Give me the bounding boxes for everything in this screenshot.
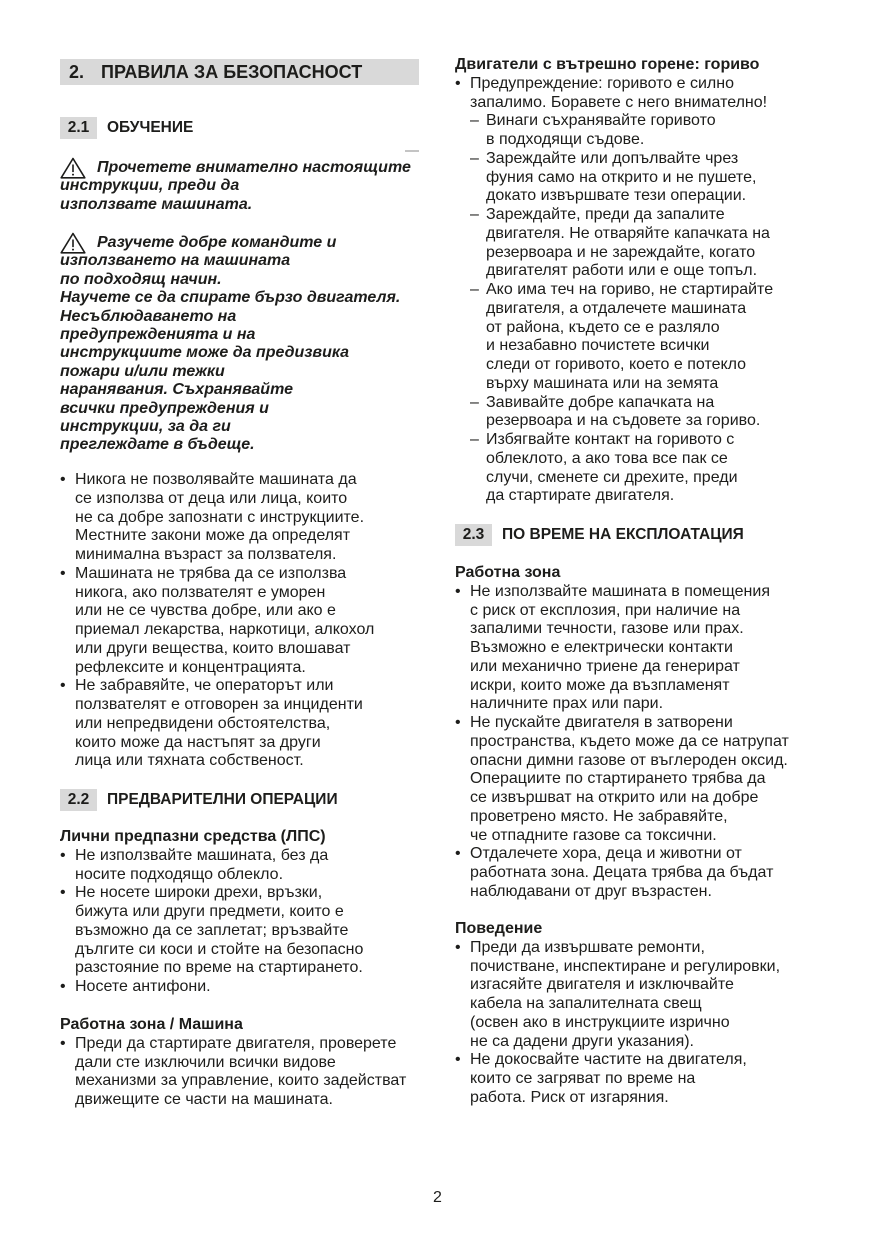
dash-line: двигателя, а отдалечете машината bbox=[486, 299, 747, 317]
text-line: Несъблюдаването на bbox=[60, 307, 237, 325]
fuel-block bbox=[455, 56, 773, 506]
dash-item bbox=[470, 431, 773, 506]
bullet-line: или други вещества, които влошават bbox=[75, 639, 351, 657]
fuel-heading: Двигатели с вътрешно горене: гориво bbox=[455, 56, 760, 73]
warning-text bbox=[60, 234, 430, 455]
bullet-line: проветрено място. Не забравяйте, bbox=[470, 807, 728, 825]
bullet-line: • Не забравяйте, че операторът или bbox=[75, 677, 334, 695]
dash-line: в подходящи съдове. bbox=[486, 131, 645, 148]
behaviour-block bbox=[455, 920, 780, 1108]
text-line: използването на машината bbox=[60, 252, 291, 270]
dash-line: и незабавно почистете всички bbox=[486, 337, 710, 355]
bullet-line: • Машината не трябва да се използва bbox=[75, 564, 347, 582]
bullet-item bbox=[60, 1035, 406, 1110]
bullet-line: изгасяйте двигателя и изключвайте bbox=[470, 976, 734, 994]
bullet-line: се използва от деца или лица, които bbox=[75, 489, 348, 507]
bullet-line: • Предупреждение: горивото е силно bbox=[470, 74, 734, 92]
subsection-title: ПРЕДВАРИТЕЛНИ ОПЕРАЦИИ bbox=[107, 791, 338, 808]
bullet-line: минимална възраст за ползвателя. bbox=[75, 546, 337, 563]
bullet-line: • Не пускайте двигателя в затворени bbox=[470, 714, 733, 731]
subsection-header-training bbox=[60, 117, 193, 139]
dash-line: случи, сменете си дрехите, преди bbox=[486, 468, 738, 486]
dash-line: – Винаги съхранявайте горивото bbox=[486, 112, 716, 130]
bullet-line: механизми за управление, които задействат bbox=[75, 1072, 407, 1090]
bullet-line: дали сте изключили всички видове bbox=[75, 1053, 336, 1071]
bullet-line: кабела на запалителната свещ bbox=[470, 995, 702, 1012]
bullet-line: • Преди да извършвате ремонти, bbox=[470, 938, 705, 956]
dash-line: върху машината или на земята bbox=[486, 374, 719, 392]
bullet-line: опасни димни газове от въглероден оксид. bbox=[470, 751, 788, 769]
text-line: наранявания. Съхранявайте bbox=[60, 381, 293, 399]
bullet-line: Местните закони може да определят bbox=[75, 527, 351, 545]
text-line: по подходящ начин. bbox=[60, 270, 222, 288]
bullet-line: почистване, инспектиране и регулировки, bbox=[470, 957, 781, 975]
subsection-title: ОБУЧЕНИЕ bbox=[107, 119, 194, 136]
bullet-line: лица или тяхната собственост. bbox=[75, 752, 304, 770]
dash-line: докато извършвате тези операции. bbox=[486, 187, 747, 205]
bullet-line: рефлексите и концентрацията. bbox=[75, 658, 306, 676]
bullet-line: • Никога не позволявайте машината да bbox=[75, 471, 357, 488]
work-area-machine-heading: Работна зона / Машина bbox=[60, 1016, 243, 1033]
bullet-line: или механично триене да генерират bbox=[470, 657, 740, 675]
subsection-number: 2.1 bbox=[60, 117, 97, 139]
dash-line: – Завивайте добре капачката на bbox=[486, 393, 715, 411]
bullet-line: наблюдавани от друг възрастен. bbox=[470, 882, 712, 900]
warning-text bbox=[60, 159, 430, 214]
dash-line: двигателят работи или е още топъл. bbox=[486, 262, 758, 280]
text-line: преглеждате в бъдеще. bbox=[60, 436, 255, 454]
dash-line: резервоара и на съдовете за гориво. bbox=[486, 412, 761, 430]
fuel-bullet-list bbox=[455, 75, 773, 506]
bullet-line: Възможно е електрически контакти bbox=[470, 639, 733, 656]
ppe-heading: Лични предпазни средства (ЛПС) bbox=[60, 828, 326, 845]
work-area-machine-block bbox=[60, 1016, 406, 1110]
dash-line: – Зареждайте или допълвайте чрез bbox=[486, 149, 739, 167]
section-title: ПРАВИЛА ЗА БЕЗОПАСНОСТ bbox=[101, 62, 363, 82]
operation-work-area-block bbox=[455, 564, 789, 902]
bullet-line: запалимо. Боравете с него внимателно! bbox=[470, 93, 768, 111]
bullet-line: приемал лекарства, наркотици, алкохол bbox=[75, 621, 375, 638]
bullet-line: Операциите по стартирането трябва да bbox=[470, 770, 766, 788]
operation-work-area-bullet-list bbox=[455, 583, 789, 902]
page-number: 2 bbox=[433, 1189, 442, 1206]
bullet-item bbox=[60, 565, 374, 678]
behaviour-heading: Поведение bbox=[455, 920, 543, 937]
bullet-line: не са дадени други указания). bbox=[470, 1032, 694, 1050]
bullet-line: • Не докосвайте частите на двигателя, bbox=[470, 1051, 747, 1069]
bullet-line: • Преди да стартирате двигателя, проверете bbox=[75, 1034, 397, 1052]
dash-line: – Зареждайте, преди да запалите bbox=[486, 206, 725, 223]
bullet-item bbox=[60, 471, 374, 565]
dash-item bbox=[470, 150, 773, 206]
bullet-item bbox=[455, 1051, 780, 1107]
bullet-item bbox=[60, 847, 363, 885]
bullet-line: че отпадните газове са токсични. bbox=[470, 826, 717, 844]
dash-line: следи от горивото, което е потекло bbox=[486, 356, 747, 373]
bullet-line: искри, които може да възпламенят bbox=[470, 676, 730, 694]
ppe-bullet-list bbox=[60, 847, 363, 997]
bullet-item bbox=[455, 714, 789, 845]
bullet-line: не са добре запознати с инструкциите. bbox=[75, 508, 365, 526]
work-area-machine-bullet-list bbox=[60, 1035, 406, 1110]
bullet-line: работа. Риск от изгаряния. bbox=[470, 1088, 669, 1106]
text-line: инструкции, за да ги bbox=[60, 418, 231, 436]
subsection-number: 2.3 bbox=[455, 524, 492, 546]
bullet-line: или не се чувства добре, или ако е bbox=[75, 602, 336, 620]
subsection-number: 2.2 bbox=[60, 789, 97, 811]
bullet-line: носите подходящо облекло. bbox=[75, 865, 284, 883]
dash-item bbox=[470, 281, 773, 394]
warning-triangle-icon bbox=[60, 157, 86, 179]
bullet-line: работната зона. Децата трябва да бъдат bbox=[470, 864, 774, 881]
text-line: Разучете добре командите и bbox=[97, 234, 337, 251]
training-bullet-list bbox=[60, 471, 374, 771]
bullet-line: • Не използвайте машината, без да bbox=[75, 846, 329, 864]
dash-line: от района, където се е разляло bbox=[486, 318, 720, 336]
text-line: инструкции, преди да bbox=[60, 177, 240, 195]
bullet-item bbox=[60, 978, 363, 997]
dash-line: – Ако има теч на гориво, не стартирайте bbox=[486, 281, 774, 298]
subsection-title: ПО ВРЕМЕ НА ЕКСПЛОАТАЦИЯ bbox=[502, 526, 744, 543]
divider-mark bbox=[405, 150, 419, 152]
warning-triangle-icon bbox=[60, 232, 86, 254]
bullet-line: с риск от експлозия, при наличие на bbox=[470, 601, 741, 619]
bullet-line: запалими течности, газове или прах. bbox=[470, 620, 744, 638]
warning-read-instructions bbox=[60, 159, 430, 214]
dash-item bbox=[470, 112, 773, 150]
dash-item bbox=[470, 394, 773, 432]
bullet-line: наличните прах или пари. bbox=[470, 695, 664, 713]
section-number: 2. bbox=[69, 62, 85, 82]
bullet-line: (освен ако в инструкциите изрично bbox=[470, 1013, 730, 1031]
bullet-line: които се загряват по време на bbox=[470, 1070, 696, 1087]
bullet-line: • Отдалечете хора, деца и животни от bbox=[470, 845, 742, 863]
bullet-item bbox=[455, 75, 773, 506]
bullet-line: разстояние по време на стартирането. bbox=[75, 959, 363, 977]
text-line: Научете се да спирате бързо двигателя. bbox=[60, 289, 401, 307]
dash-line: да стартирате двигателя. bbox=[486, 487, 675, 505]
dash-line: двигателя. Не отваряйте капачката на bbox=[486, 224, 770, 242]
text-line: предупрежденията и на bbox=[60, 326, 256, 344]
bullet-item bbox=[455, 583, 789, 714]
bullet-line: • Носете антифони. bbox=[75, 978, 211, 995]
text-line: всички предупреждения и bbox=[60, 399, 269, 417]
text-line: пожари и/или тежки bbox=[60, 362, 225, 380]
bullet-line: • Не носете широки дрехи, връзки, bbox=[75, 884, 323, 902]
bullet-item bbox=[455, 939, 780, 1052]
subsection-header-operation bbox=[455, 524, 744, 546]
text-line: инструкциите може да предизвика bbox=[60, 344, 350, 362]
text-line: Прочетете внимателно настоящите bbox=[97, 159, 411, 176]
dash-line: облеклото, а ако това все пак се bbox=[486, 449, 728, 467]
dash-line: – Избягвайте контакт на горивото с bbox=[486, 431, 735, 448]
bullet-line: • Не използвайте машината в помещения bbox=[470, 582, 770, 600]
bullet-line: бижута или други предмети, които е bbox=[75, 903, 344, 920]
bullet-line: движещите се части на машината. bbox=[75, 1091, 333, 1108]
subsection-header-preliminary bbox=[60, 789, 338, 811]
bullet-line: възможно да се заплетат; връзвайте bbox=[75, 921, 349, 939]
dash-item bbox=[470, 206, 773, 281]
text-line: използвате машината. bbox=[60, 195, 253, 213]
bullet-line: ползвателят е отговорен за инциденти bbox=[75, 696, 363, 713]
operation-work-area-heading: Работна зона bbox=[455, 564, 561, 581]
bullet-item bbox=[60, 884, 363, 978]
behaviour-bullet-list bbox=[455, 939, 780, 1108]
section-header bbox=[60, 59, 419, 85]
ppe-block bbox=[60, 828, 363, 997]
bullet-item bbox=[60, 677, 374, 771]
dash-line: резервоара и не зареждайте, когато bbox=[486, 243, 756, 261]
bullet-line: се извършват на открито или на добре bbox=[470, 789, 759, 806]
bullet-line: които може да настъпят за други bbox=[75, 733, 321, 751]
bullet-line: пространства, където може да се натрупат bbox=[470, 732, 789, 750]
bullet-line: никога, ако ползвателят е уморен bbox=[75, 583, 326, 601]
dash-line: фуния само на открито и не пушете, bbox=[486, 168, 757, 186]
warning-learn-controls bbox=[60, 234, 430, 455]
bullet-line: дългите си коси и стойте на безопасно bbox=[75, 940, 364, 958]
bullet-line: или непредвидени обстоятелства, bbox=[75, 714, 331, 732]
bullet-item bbox=[455, 845, 789, 901]
